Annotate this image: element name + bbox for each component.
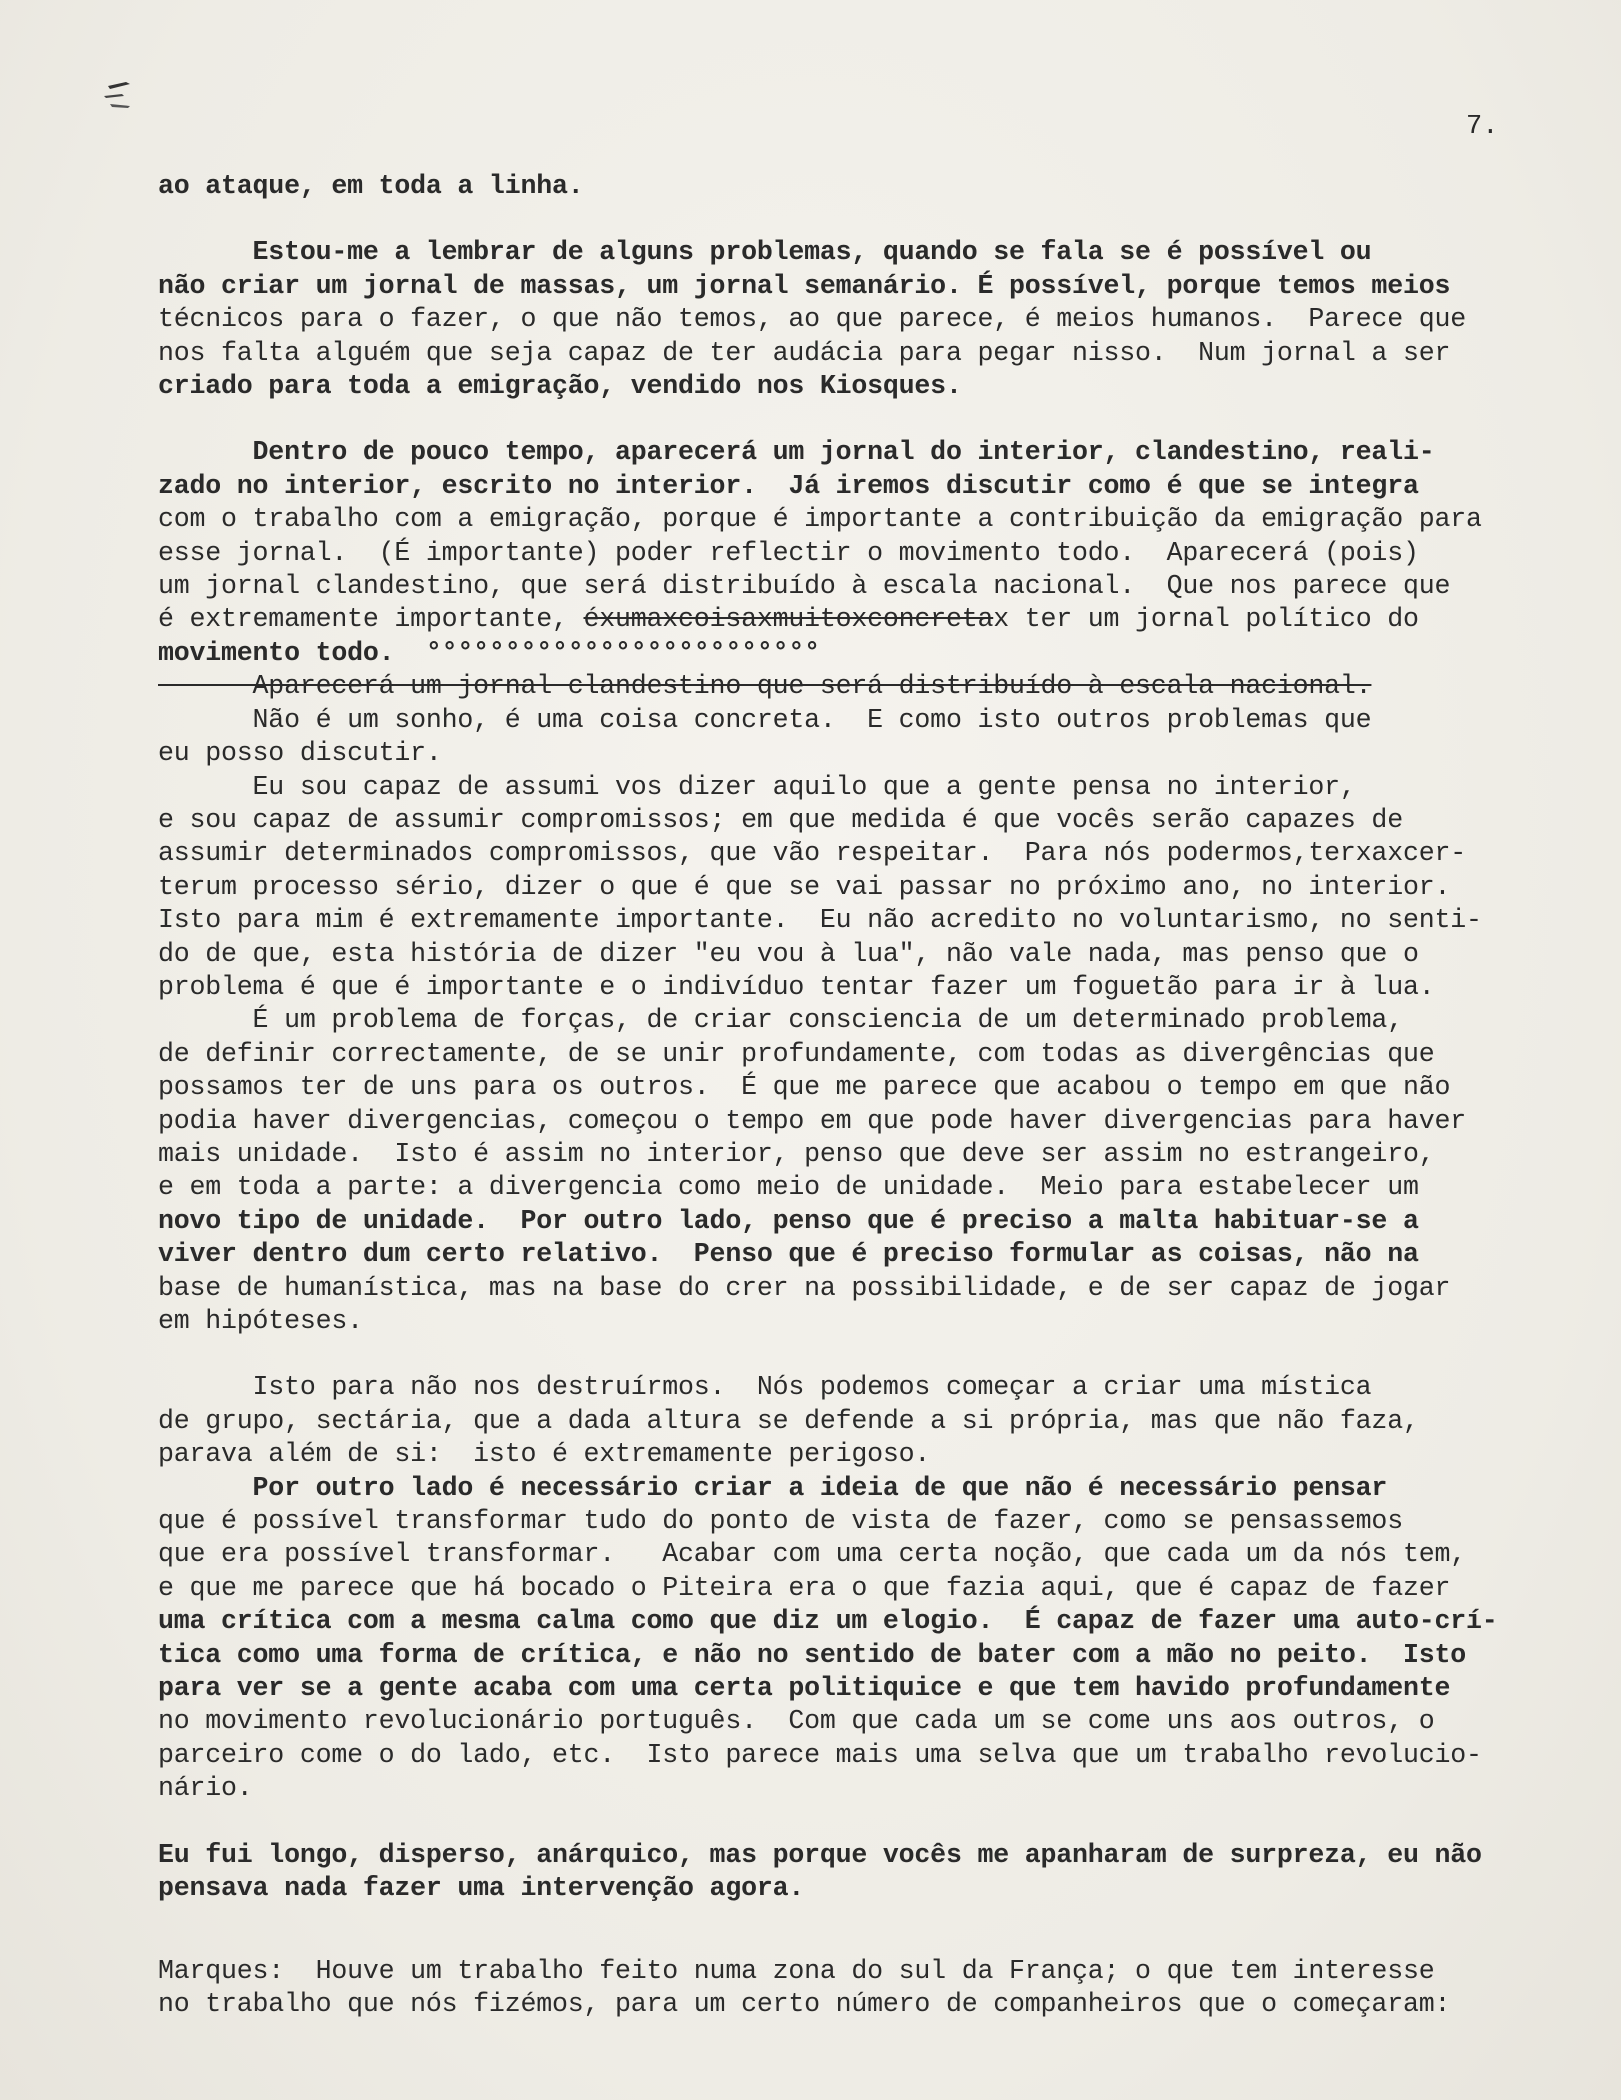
text-line: Não é um sonho, é uma coisa concreta. E como isto outros problemas que <box>158 704 1372 735</box>
text-segment: é extremamente importante, <box>158 604 584 635</box>
text-line: nário. <box>158 1773 253 1804</box>
text-line: assumir determinados compromissos, que vão respeitar. Para nós podermos,terxaxcer- <box>158 838 1466 869</box>
text-line: possamos ter de uns para os outros. É que me parece que acabou o tempo em que não <box>158 1072 1451 1103</box>
page-number: 7. <box>1466 112 1499 142</box>
text-line: e que me parece que há bocado o Piteira era o que fazia aqui, que é capaz de fazer <box>158 1572 1451 1603</box>
text-line: Marques: Houve um trabalho feito numa zona do sul da França; o que tem interesse <box>158 1955 1435 1986</box>
text-line: de definir correctamente, de se unir profundamente, com todas as divergências que <box>158 1038 1435 1069</box>
text-line: não criar um jornal de massas, um jornal semanário. É possível, porque temos meios <box>158 270 1451 301</box>
text-line: podia haver divergencias, começou o tempo em que pode haver divergencias para haver <box>158 1105 1466 1136</box>
struck-text: éxumaxcoisaxmuitoxconcreta <box>583 604 994 635</box>
text-line: Dentro de pouco tempo, aparecerá um jornal do interior, clandestino, reali- <box>158 437 1435 468</box>
text-line: criado para toda a emigração, vendido nos Kiosques. <box>158 371 962 402</box>
text-line <box>158 603 1558 636</box>
text-line: problema é que é importante e o indivíduo tentar fazer um foguetão para ir à lua. <box>158 971 1435 1002</box>
text-line: nos falta alguém que seja capaz de ter audácia para pegar nisso. Num jornal a ser <box>158 337 1451 368</box>
text-line: que é possível transformar tudo do ponto de vista de fazer, como se pensassemos <box>158 1506 1403 1537</box>
text-line: do de que, esta história de dizer "eu vou à lua", não vale nada, mas penso que o <box>158 938 1419 969</box>
text-line: e em toda a parte: a divergencia como meio de unidade. Meio para estabelecer um <box>158 1172 1419 1203</box>
text-line: Estou-me a lembrar de alguns problemas, quando se fala se é possível ou <box>158 237 1372 268</box>
text-line: É um problema de forças, de criar consciencia de um determinado problema, <box>158 1005 1403 1036</box>
typed-text <box>158 170 1558 2021</box>
text-line: Isto para não nos destruírmos. Nós podemos começar a criar uma mística <box>158 1372 1372 1403</box>
text-line: Eu fui longo, disperso, anárquico, mas porque vocês me apanharam de surpreza, eu não <box>158 1839 1482 1870</box>
text-line: com o trabalho com a emigração, porque é importante a contribuição da emigração para <box>158 504 1482 535</box>
text-line: zado no interior, escrito no interior. Já iremos discutir como é que se integra <box>158 470 1419 501</box>
text-line: Isto para mim é extremamente importante. Eu não acredito no voluntarismo, no senti- <box>158 905 1482 936</box>
margin-mark <box>100 76 136 116</box>
text-line: terum processo sério, dizer o que é que se vai passar no próximo ano, no interior. <box>158 871 1451 902</box>
text-line: no movimento revolucionário português. Com que cada um se come uns aos outros, o <box>158 1706 1435 1737</box>
text-line: que era possível transformar. Acabar com uma certa noção, que cada um da nós tem, <box>158 1539 1466 1570</box>
text-line: para ver se a gente acaba com uma certa politiquice e que tem havido profundamente <box>158 1673 1451 1704</box>
text-line: parava além de si: isto é extremamente perigoso. <box>158 1439 931 1470</box>
text-line: Eu sou capaz de assumi vos dizer aquilo que a gente pensa no interior, <box>158 771 1356 802</box>
text-line: novo tipo de unidade. Por outro lado, penso que é preciso a malta habituar-se a <box>158 1205 1419 1236</box>
text-line: no trabalho que nós fizémos, para um certo número de companheiros que o começaram: <box>158 1988 1451 2019</box>
text-line: base de humanística, mas na base do crer na possibilidade, e de ser capaz de jogar <box>158 1272 1451 1303</box>
text-line: Por outro lado é necessário criar a ideia de que não é necessário pensar <box>158 1472 1388 1503</box>
text-line: eu posso discutir. <box>158 738 442 769</box>
text-line: esse jornal. (É importante) poder reflectir o movimento todo. Aparecerá (pois) <box>158 537 1419 568</box>
text-line: viver dentro dum certo relativo. Penso que é preciso formular as coisas, não na <box>158 1239 1419 1270</box>
text-line: um jornal clandestino, que será distribuído à escala nacional. Que nos parece que <box>158 571 1451 602</box>
text-line: uma crítica com a mesma calma como que diz um elogio. É capaz de fazer uma auto-crí- <box>158 1606 1498 1637</box>
text-line: em hipóteses. <box>158 1306 363 1336</box>
text-line: parceiro come o do lado, etc. Isto parece mais uma selva que um trabalho revolucio- <box>158 1739 1482 1770</box>
text-line: de grupo, sectária, que a dada altura se defende a si própria, mas que não faza, <box>158 1405 1419 1436</box>
text-segment: x ter um jornal político do <box>993 604 1419 635</box>
text-line: ao ataque, em toda a linha. <box>158 171 584 201</box>
text-line: movimento todo. °°°°°°°°°°°°°°°°°°°°°°°°° <box>158 637 820 668</box>
text-line: tica como uma forma de crítica, e não no sentido de bater com a mão no peito. Isto <box>158 1639 1466 1670</box>
text-line: técnicos para o fazer, o que não temos, ao que parece, é meios humanos. Parece que <box>158 304 1466 335</box>
struck-line: Aparecerá um jornal clandestino que será distribuído à escala nacional. <box>158 671 1372 702</box>
text-line: e sou capaz de assumir compromissos; em que medida é que vocês serão capazes de <box>158 804 1403 835</box>
text-line: mais unidade. Isto é assim no interior, penso que deve ser assim no estrangeiro, <box>158 1138 1435 1169</box>
text-line: pensava nada fazer uma intervenção agora. <box>158 1873 805 1904</box>
